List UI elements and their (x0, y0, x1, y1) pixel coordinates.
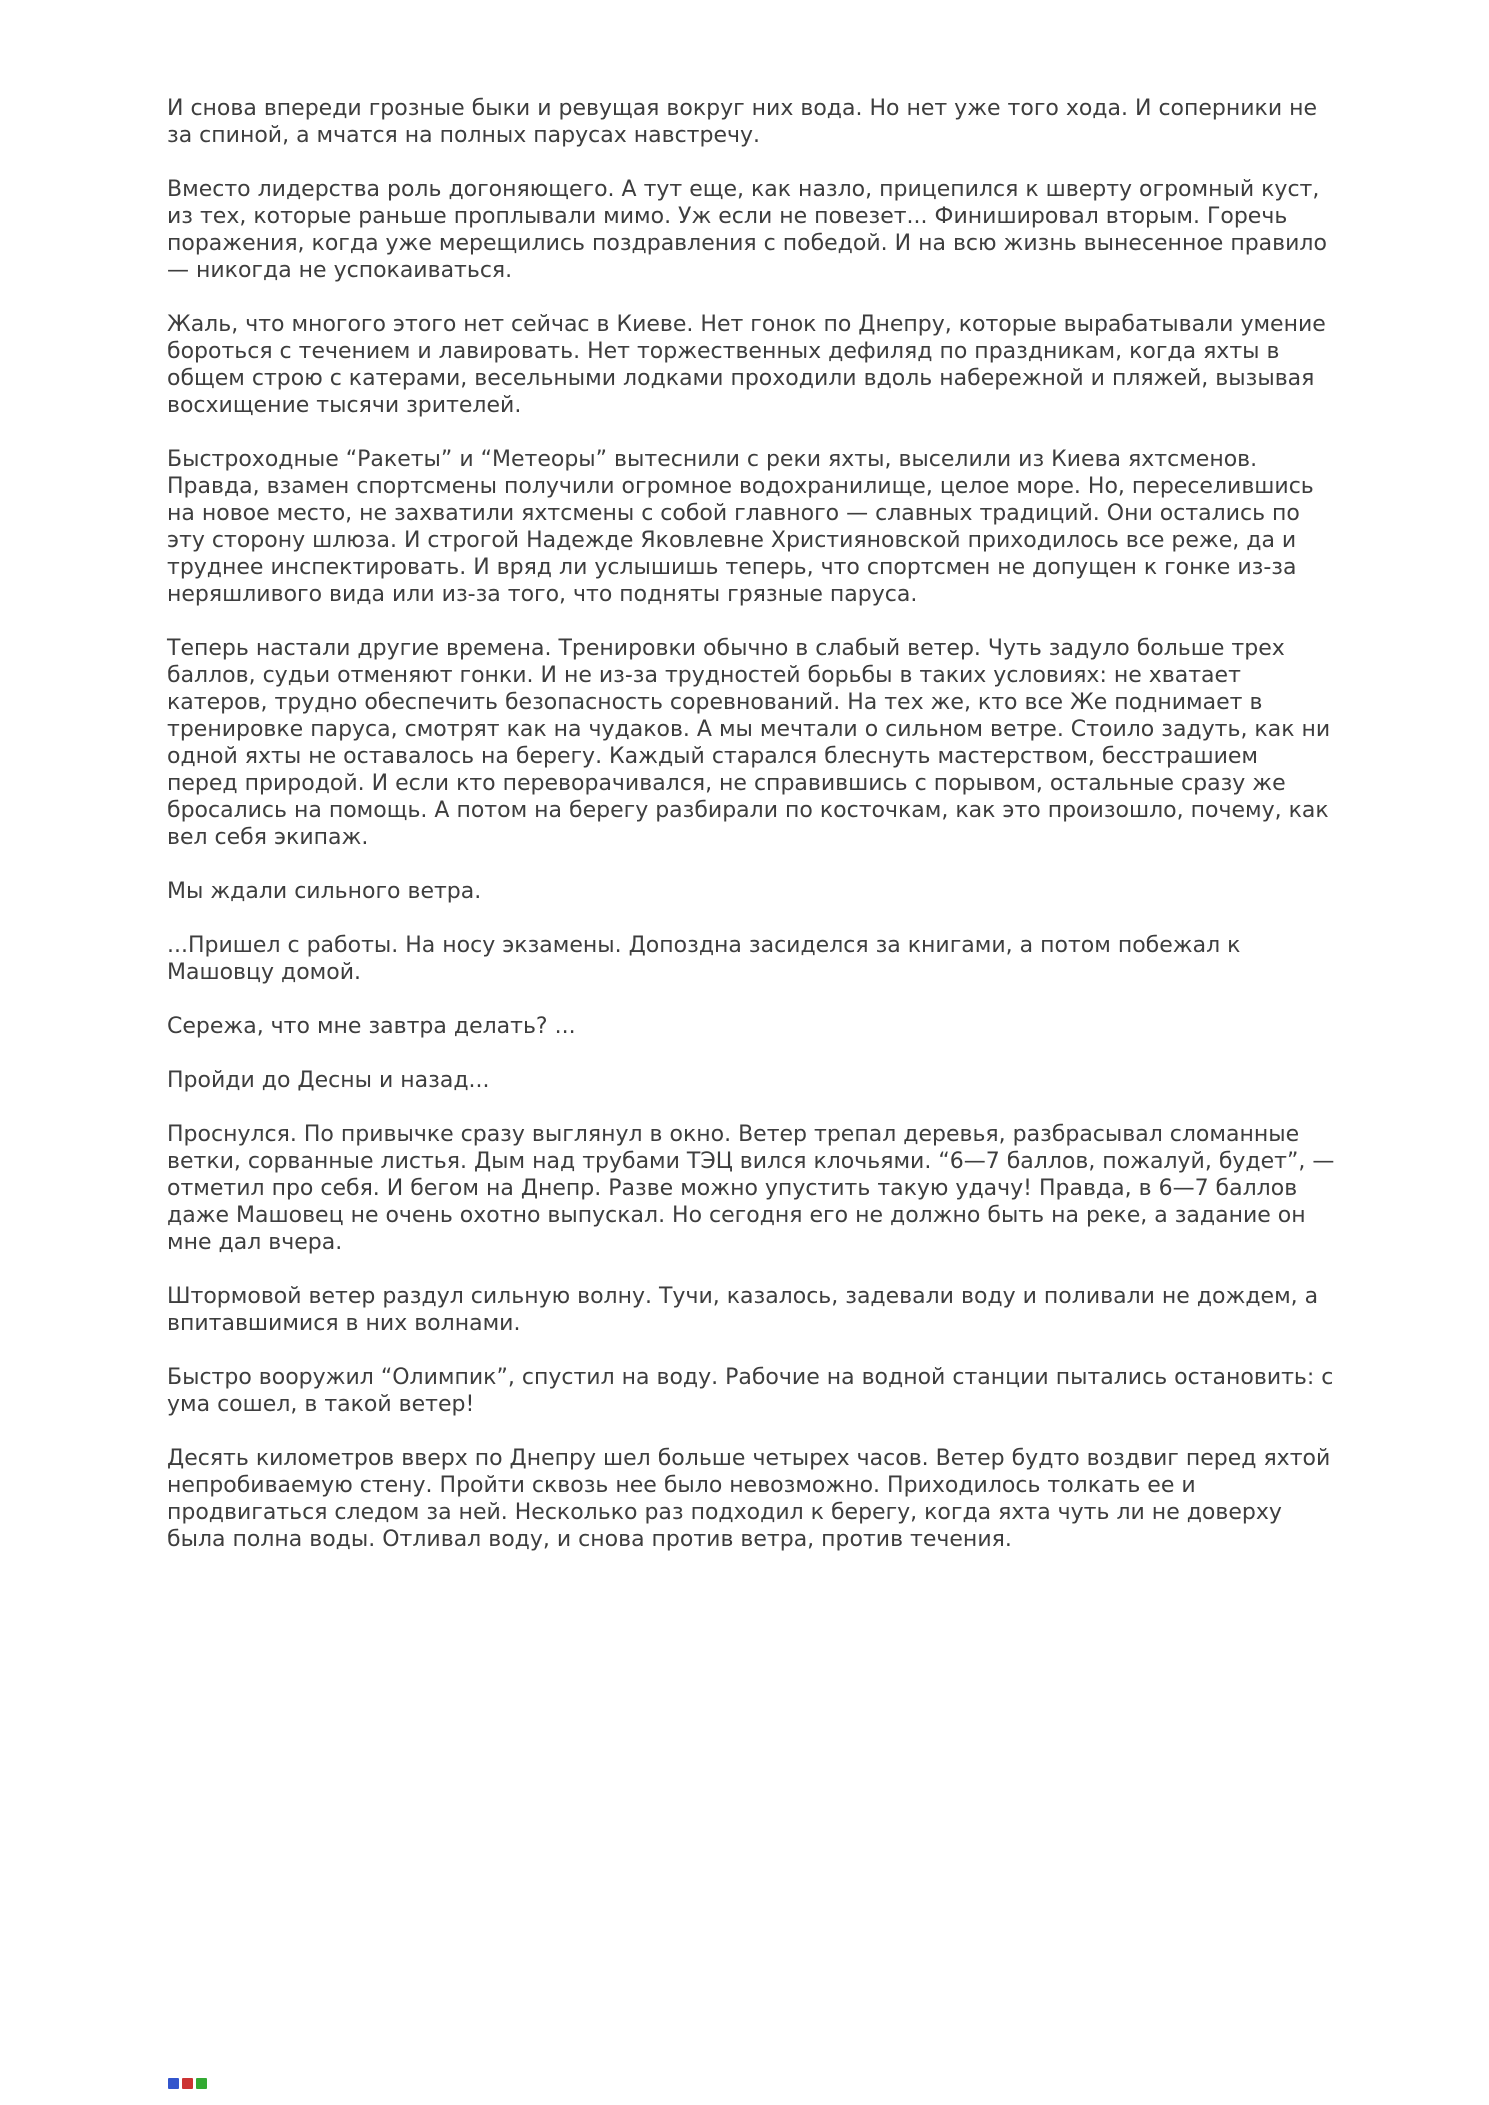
document-text (167, 95, 1335, 1553)
counter-badge-square (196, 2078, 207, 2089)
paragraph: Быстро вооружил “Олимпик”, спустил на воду. Рабочие на водной станции пытались остановить: с ума сошел, в такой ветер! (167, 1365, 1334, 1417)
paragraph: Мы ждали сильного ветра. (167, 879, 482, 904)
paragraph: И снова впереди грозные быки и ревущая вокруг них вода. Но нет уже того хода. И соперники не за спиной, а мчатся на полных парусах навстречу. (167, 96, 1318, 148)
paragraph: Сережа, что мне завтра делать? ... (167, 1014, 576, 1039)
paragraph: Жаль, что многого этого нет сейчас в Киеве. Нет гонок по Днепру, которые вырабатывали умение бороться с течением и лавировать. Нет торжественных дефиляд по праздникам, когда яхты в общем строю с катерами, весельными лодками проходили вдоль набережной и пляжей, вызывая восхищение тысячи зрителей. (167, 312, 1326, 418)
counter-badge-square (168, 2078, 179, 2089)
paragraph: Проснулся. По привычке сразу выглянул в окно. Ветер трепал деревья, разбрасывал сломанные ветки, сорванные листья. Дым над трубами ТЭЦ вился клочьями. “6—7 баллов, пожалуй, будет”, — отметил про себя. И бегом на Днепр. Разве можно упустить такую удачу! Правда, в 6—7 баллов даже Машовец не очень охотно выпускал. Но сегодня его не должно быть на реке, а задание он мне дал вчера. (167, 1122, 1335, 1255)
paragraph: Быстроходные “Ракеты” и “Метеоры” вытеснили с реки яхты, выселили из Киева яхтсменов. Правда, взамен спортсмены получили огромное водохранилище, целое море. Но, переселившись на новое место, не захватили яхтсмены с собой главного — славных традиций. Они остались по эту сторону шлюза. И строгой Надежде Яковлевне Християновской приходилось все реже, да и труднее инспектировать. И вряд ли услышишь теперь, что спортсмен не допущен к гонке из-за неряшливого вида или из-за того, что подняты грязные паруса. (167, 447, 1314, 607)
paragraph: Теперь настали другие времена. Тренировки обычно в слабый ветер. Чуть задуло больше трех баллов, судьи отменяют гонки. И не из-за трудностей борьбы в таких условиях: не хватает катеров, трудно обеспечить безопасность соревнований. На тех же, кто все Же поднимает в тренировке паруса, смотрят как на чудаков. А мы мечтали о сильном ветре. Стоило задуть, как ни одной яхты не оставалось на берегу. Каждый старался блеснуть мастерством, бесстрашием перед природой. И если кто переворачивался, не справившись с порывом, остальные сразу же бросались на помощь. А потом на берегу разбирали по косточкам, как это произошло, почему, как вел себя экипаж. (167, 636, 1331, 850)
counter-badge-square (182, 2078, 193, 2089)
paragraph: Вместо лидерства роль догоняющего. А тут еще, как назло, прицепился к шверту огромный куст, из тех, которые раньше проплывали мимо. Уж если не повезет... Финишировал вторым. Горечь поражения, когда уже мерещились поздравления с победой. И на всю жизнь вынесенное правило — никогда не успокаиваться. (167, 177, 1327, 283)
paragraph: Штормовой ветер раздул сильную волну. Тучи, казалось, задевали воду и поливали не дождем, а впитавшимися в них волнами. (167, 1284, 1319, 1336)
hit-counter-badge[interactable] (168, 2076, 207, 2090)
document-page (167, 95, 1335, 1580)
paragraph: Десять километров вверх по Днепру шел больше четырех часов. Ветер будто воздвиг перед яхтой непробиваемую стену. Пройти сквозь нее было невозможно. Приходилось толкать ее и продвигаться следом за ней. Несколько раз подходил к берегу, когда яхта чуть ли не доверху была полна воды. Отливал воду, и снова против ветра, против течения. (167, 1446, 1331, 1552)
paragraph: Пройди до Десны и назад... (167, 1068, 490, 1093)
paragraph: ...Пришел с работы. На носу экзамены. Допоздна засиделся за книгами, а потом побежал к Машовцу домой. (167, 933, 1241, 985)
